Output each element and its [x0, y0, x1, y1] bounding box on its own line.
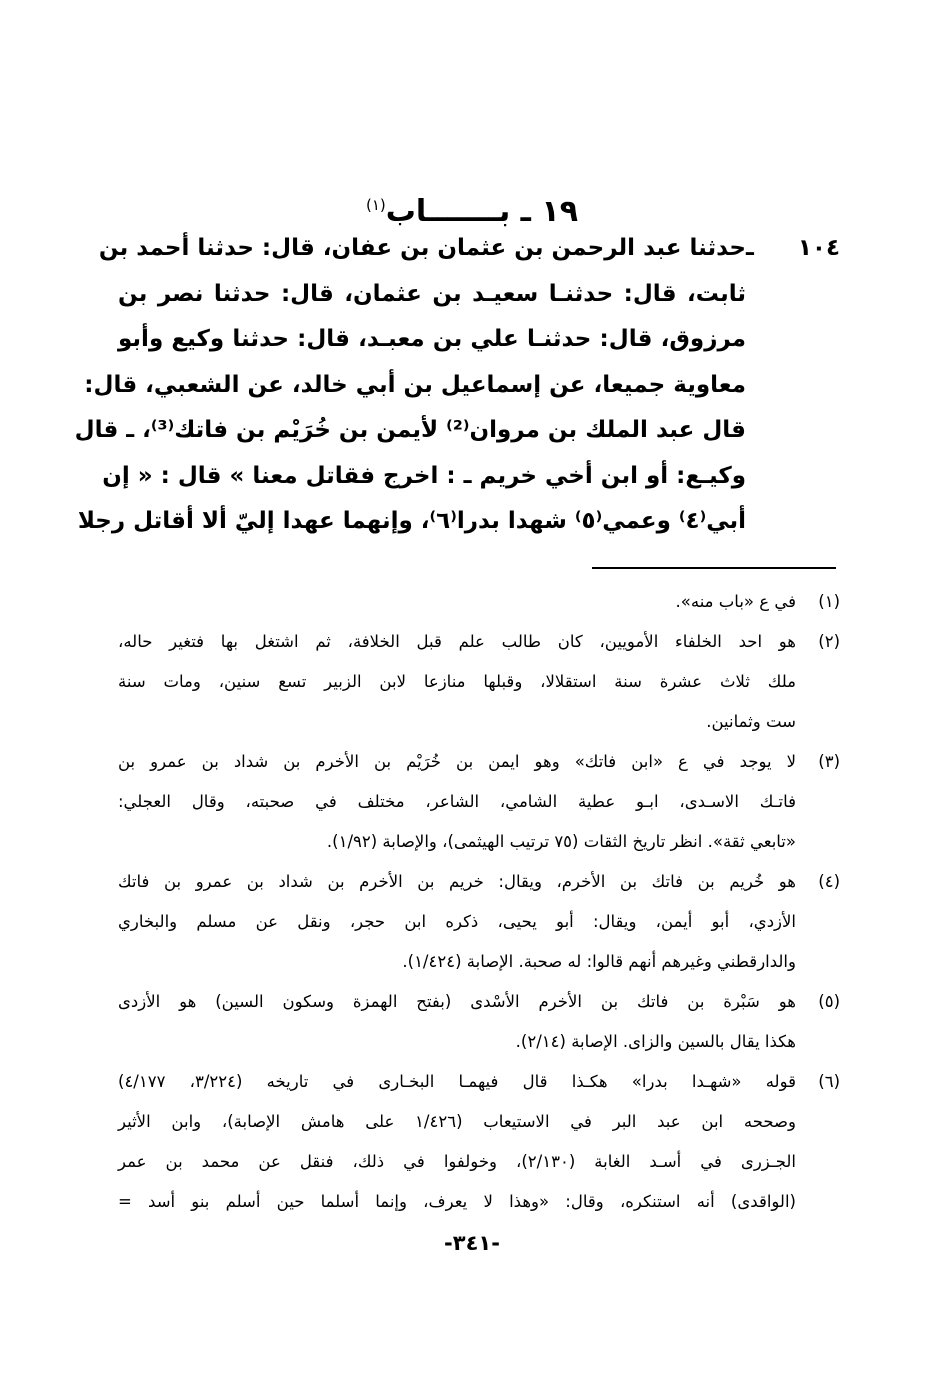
chapter-number: ١٩	[541, 194, 579, 229]
footnote-line: ست وثمانين.	[706, 712, 796, 731]
footnote-4	[118, 862, 840, 982]
footnote-line: وصححه ابن عبد البر في الاستيعاب (١/٤٢٦ على هامش الإصابة)، وابن الأثير	[118, 1112, 797, 1131]
hadith-number: ١٠٤ ـ	[746, 235, 840, 261]
hadith-line-text: حدثنا عبد الرحمن بن عثمان بن عفان، قال: حدثنا أحمد بن	[98, 235, 746, 261]
footnote-line: «تابعي ثقة». انظر تاريخ الثقات (٧٥ ترتيب الهيثمى)، والإصابة (١/٩٢).	[326, 832, 796, 851]
footnote-line: فاتـك الاسـدى، ابـو عطية الشامي، الشاعر، مختلف في صحبته، وقال العجلي:	[118, 792, 796, 811]
hadith-text	[74, 226, 840, 545]
footnote-number: (٥)	[818, 992, 840, 1011]
page-number: -٣٤١-	[444, 1231, 500, 1255]
hadith-line: قال عبد الملك بن مروان⁽²⁾ لأيمن بن خُرَيْم بن فاتك⁽³⁾، ـ قال	[74, 417, 746, 443]
chapter-dash: ـ	[520, 194, 531, 229]
hadith-line: مرزوق، قال: حدثنـا علي بن معبـد، قال: حدثنا وكيع وأبو	[118, 326, 746, 352]
footnote-6	[118, 1062, 840, 1222]
footnote-line: قوله «شهـدا بدرا» هكـذا قال فيهمـا البخـارى في تاريخه (٣/٢٢٤، ٤/١٧٧)	[118, 1072, 796, 1091]
footnote-line: هكذا يقال بالسين والزاى. الإصابة (٢/١٤).	[515, 1032, 796, 1051]
footnote-number: (٤)	[818, 872, 840, 891]
footnote-line: هو خُريم بن فاتك بن الأخرم، ويقال: خريم بن الأخرم بن شداد بن عمرو بن فاتك	[118, 872, 796, 891]
footnote-line: هو احد الخلفاء الأمويين، كان طالب علم قبل الخلافة، ثم اشتغل بها فتغير حاله،	[118, 632, 796, 651]
footnote-1	[118, 582, 840, 622]
footnote-line: ملك ثلاث عشرة سنة استقلالا، وقبلها منازعا لابن الزبير تسع سنين، ومات سنة	[118, 672, 796, 691]
hadith-line: ثابت، قال: حدثنـا سعيـد بن عثمان، قال: حدثنا نصر بن	[118, 280, 746, 307]
chapter-word: بـــــــاب	[385, 194, 511, 229]
chapter-note-ref: (١)	[365, 196, 386, 214]
footnote-3	[118, 742, 840, 862]
footnote-number: (٢)	[818, 632, 840, 651]
footnote-line: في ع «باب منه».	[675, 592, 796, 611]
footnotes	[118, 582, 840, 1222]
footnote-number: (٣)	[818, 752, 840, 771]
footnote-separator	[592, 567, 836, 569]
footnote-line: الأزدي، أبو أيمن، ويقال: أبو يحيى، ذكره ابن حجر، ونقل عن مسلم والبخاري	[118, 912, 796, 931]
hadith-line	[98, 226, 840, 272]
footnote-line: هو سَبْرة بن فاتك بن الأخرم الأسْدى (بفتح الهمزة وسكون السين) هو الأزدى	[118, 992, 796, 1011]
footnote-5	[118, 982, 840, 1062]
footnote-line: (الواقدى) أنه استنكره، وقال: «وهذا لا يعرف، وإنما أسلما حين أسلم بنو أسد =	[118, 1192, 796, 1211]
footnote-number: (١)	[818, 592, 840, 611]
footnote-number: (٦)	[818, 1072, 840, 1091]
hadith-line: وكيـع: أو ابن أخي خريم ـ : اخرج فقاتل معنا » قال : « إن	[102, 462, 746, 489]
hadith-line: معاوية جميعا، عن إسماعيل بن أبي خالد، عن الشعبي، قال:	[84, 371, 746, 398]
footnote-line: لا يوجد في ع «ابن فاتك» وهو ايمن بن خُرَيْم بن الأخرم بن شداد بن عمرو بن	[118, 752, 796, 771]
footnote-2	[118, 622, 840, 742]
footnote-line: والدارقطني وغيرهم أنهم قالوا: له صحبة. الإصابة (١/٤٢٤).	[402, 952, 796, 971]
hadith-line: أبي⁽٤⁾ وعمي⁽٥⁾ شهدا بدرا⁽٦⁾، وإنهما عهدا إليّ ألا أقاتل رجلا	[77, 508, 746, 534]
footnote-line: الجـزرى في أسـد الغابة (٢/١٣٠)، وخولفوا في ذلك، فنقل عن محمد بن عمر	[118, 1152, 796, 1171]
